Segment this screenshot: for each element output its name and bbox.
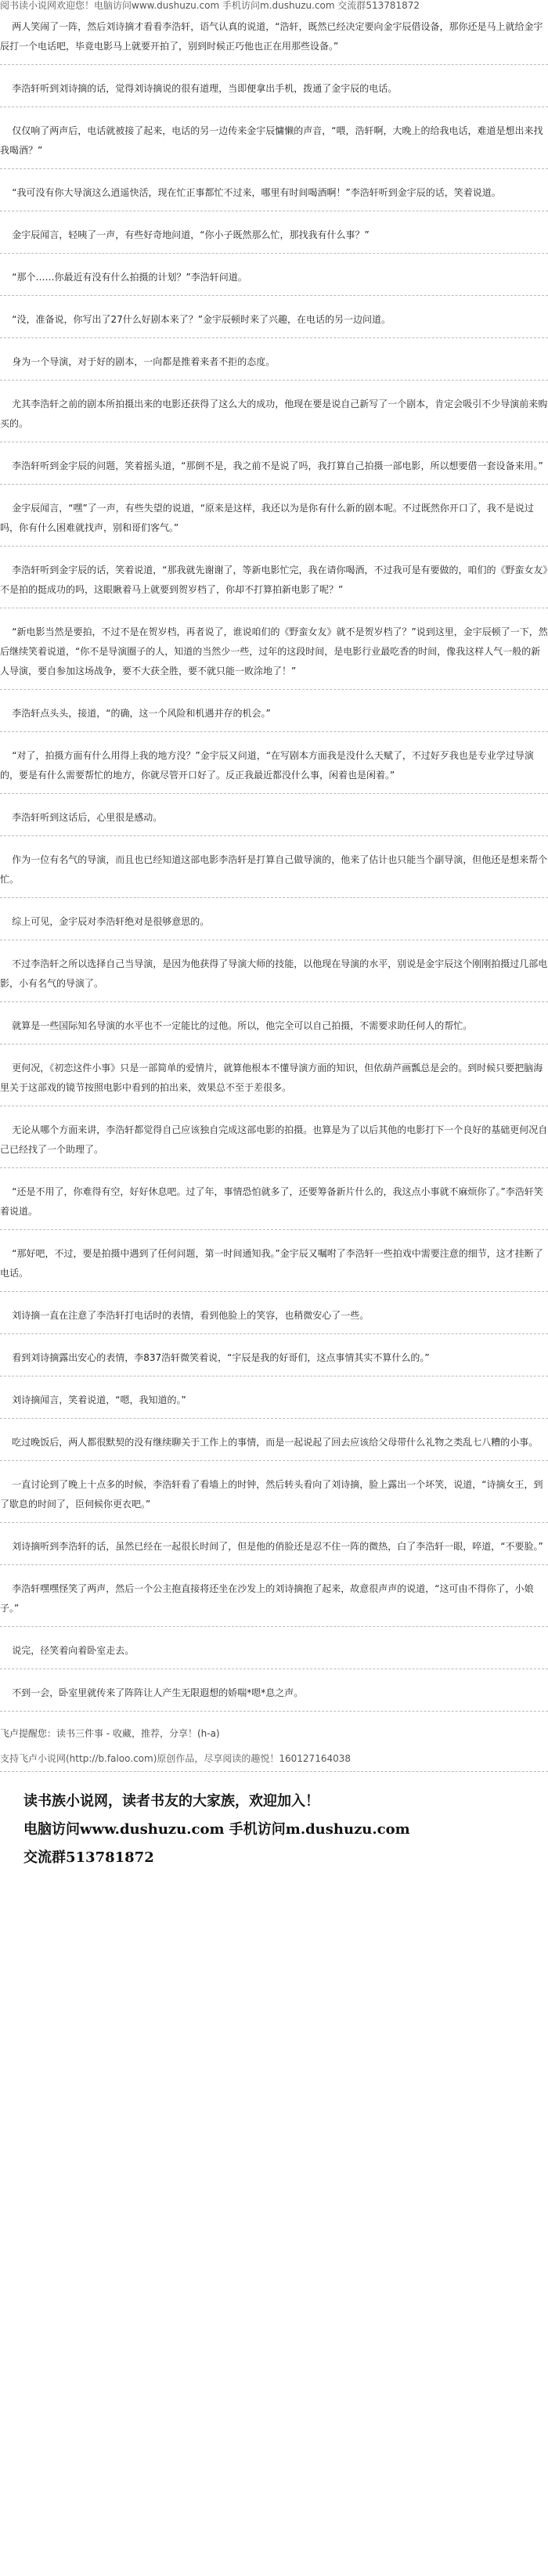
paragraph-text: “新电影当然是要拍，不过不是在贺岁档，再者说了，谁说咱们的《野蛮女友》就不是贺岁档了？”说到这里，金宇辰顿了一下，然后继续笑着说道，“你不是导演圈子的人，知道的当然少一些，过年的这段时间，是电影行业最吃香的时间，像我这样人气一般的新人导演，要自参加这场战争，要不大获全胜，要不就只能一败涂地了！” [0,626,548,676]
paragraph [0,268,548,296]
paragraph [0,310,548,338]
paragraph-text: 金宇辰闻言，轻咦了一声，有些好奇地问道，“你小子既然那么忙，那找我有什么事？” [0,229,370,240]
paragraph-text: 仅仅响了两声后，电话就被接了起来，电话的另一边传来金宇辰慵懒的声音，“喂，浩轩啊，大晚上的给我电话，难道是想出来找我喝酒？” [0,125,543,156]
paragraph-text: 综上可见，金宇辰对李浩轩绝对是很够意思的。 [0,916,210,927]
paragraph-text: 作为一位有名气的导演，而且也已经知道这部电影李浩轩是打算自己做导演的，他来了估计也只能当个副导演，但他还是想来帮个忙。 [0,854,548,885]
paragraph [0,1579,548,1627]
paragraph-text: “没，准备说，你写出了27什么好剧本来了？”金宇辰顿时来了兴趣，在电话的另一边问道。 [0,314,391,325]
paragraph-text: 一直讨论到了晚上十点多的时候，李浩轩看了看墙上的时钟，然后转头看向了刘诗摘，脸上露出一个坏笑，说道，“诗摘女王，到了歇息的时间了，臣伺候你更衣吧。” [0,1479,543,1510]
paragraph-text: “我可没有你大导演这么逍遥快活，现在忙正事都忙不过来，哪里有时间喝酒啊！”李浩轩听到金宇辰的话，笑着说道。 [0,187,501,198]
paragraph [0,183,548,211]
paragraph-text: 刘诗摘听到李浩轩的话，虽然已经在一起很长时间了，但是他的俏脸还是忍不住一阵的微热，白了李浩轩一眼，啐道，“不要脸。” [0,1541,543,1552]
paragraph [0,225,548,254]
paragraph-text: 两人笑闹了一阵，然后刘诗摘才看看李浩轩，语气认真的说道，“浩轩，既然已经决定要向金宇辰借设备，那你还是马上就给金宇辰打一个电话吧，毕竟电影马上就要开拍了，别到时候正巧他也正在用那些设备。” [0,21,543,52]
paragraph-text: 李浩轩听到刘诗摘的话，觉得刘诗摘说的很有道理，当即便拿出手机，拨通了金宇辰的电话。 [0,83,398,94]
paragraph [0,561,548,608]
paragraph-text: 更何况，《初恋这件小事》只是一部简单的爱情片，就算他根本不懂导演方面的知识，但依葫芦画瓢总是会的。到时候只要把脑海里关于这部戏的镜节按照电影中看到的拍出来，效果总不至于差很多。 [0,1063,543,1093]
chapter-content [0,17,548,1872]
paragraph-text: “还是不用了，你难得有空，好好休息吧。过了年，事情恐怕就多了，还要筹备新片什么的，我这点小事就不麻烦你了。”李浩轩笑着说道。 [0,1186,543,1217]
paragraph [0,850,548,898]
promo-line1: 读书族小说网，读者书友的大家族，欢迎加入！ [23,1793,319,1809]
paragraph [0,1120,548,1168]
paragraph [0,499,548,547]
paragraph [0,1348,548,1376]
paragraph-text: 刘诗摘闻言，笑着说道，“嗯，我知道的。” [0,1394,186,1405]
paragraph-text: 不到一会，卧室里就传来了阵阵让人产生无限遐想的娇喘*嗯*息之声。 [0,1687,304,1698]
paragraph [0,1475,548,1523]
paragraph [0,808,548,836]
paragraph-text: 李浩轩点头头，接道，“的确，这一个风险和机遇并存的机会。” [0,708,271,719]
paragraph-text: 无论从哪个方面来讲，李浩轩都觉得自己应该独自完成这部电影的拍摄。也算是为了以后其他的电影打下一个良好的基础更何况自己已经找了一个助理了。 [0,1124,548,1155]
paragraph-text: “那个……你最近有没有什么拍摄的计划？”李浩轩问道。 [0,272,247,283]
paragraph-text: “那好吧，不过，要是拍摄中遇到了任何问题，第一时间通知我。”金宇辰又嘱咐了李浩轩一些拍戏中需要注意的细节，这才挂断了电话。 [0,1248,543,1279]
paragraph-text: 李浩轩听到这话后，心里很是感动。 [0,812,163,823]
paragraph [0,1244,548,1292]
paragraph-text: 李浩轩嘿嘿怪笑了两声，然后一个公主抱直接将还坐在沙发上的刘诗摘抱了起来，故意很声声的说道，“这可由不得你了，小娘子。” [0,1583,534,1614]
paragraph-text: 金宇辰闻言，“嘿”了一声，有些失望的说道，“原来是这样，我还以为是你有什么新的剧本呢。不过既然你开口了，我不是说过吗，你有什么困难就找声，别和哥们客气。” [0,503,534,533]
paragraph [0,1537,548,1565]
paragraph-text: 说完，径笑着向着卧室走去。 [0,1645,135,1656]
paragraph [0,1641,548,1669]
paragraph-text: 刘诗摘一直在注意了李浩轩打电话时的表情，看到他脸上的笑容，也稍微安心了一些。 [0,1310,370,1321]
paragraph-text: 吃过晚饭后，两人都很默契的没有继续聊关于工作上的事情，而是一起说起了回去应该给父母带什么礼物之类乱七八糟的小事。 [0,1437,539,1448]
paragraph [0,1182,548,1230]
header-line: 阅书读小说网欢迎您！电脑访问www.dushuzu.com 手机访问m.dushuzu.com 交流群513781872 [0,0,420,11]
paragraph [0,352,548,381]
paragraph [0,17,548,65]
paragraph [0,395,548,442]
paragraph [0,746,548,794]
paragraph [0,1306,548,1334]
promo-line3: 交流群513781872 [23,1849,154,1866]
paragraph [0,954,548,1002]
paragraph-text: 李浩轩听到金宇辰的问题，笑着摇头道，“那倒不是，我之前不是说了吗，我打算自己拍摄一部电影，所以想要借一套设备来用。” [0,460,543,471]
paragraph [0,1391,548,1419]
paragraph-text: 看到刘诗摘露出安心的表情，李837浩轩微笑着说，“宇辰是我的好哥们，这点事情其实不算什么的。” [0,1352,430,1363]
paragraph-text: 不过李浩轩之所以选择自己当导演，是因为他获得了导演大师的技能，以他现在导演的水平，别说是金宇辰这个刚刚拍摄过几部电影，小有名气的导演了。 [0,958,548,989]
footer-credit: 飞卢提醒您：读书三件事 - 收藏，推荐，分享！(h-a) [0,1728,220,1739]
paragraph-text: 李浩轩听到金宇辰的话，笑着说道，“那我就先谢谢了，等新电影忙完，我在请你喝酒，不过我可是有要做的，咱们的《野蛮女友》不是拍的挺成功的吗，这眼瞅着马上就要到贺岁档了，你却不打算拍新电影了呢？” [0,565,548,595]
paragraph [0,1059,548,1106]
paragraph-text: “对了，拍摄方面有什么用得上我的地方没？”金宇辰又问道，“在写剧本方面我是没什么天赋了，不过好歹我也是专业学过导演的，要是有什么需要帮忙的地方，你就尽管开口好了。反正我最近都没什么事，闲着也是闲着。” [0,750,534,781]
paragraph [0,456,548,485]
paragraph [0,1683,548,1712]
paragraph [0,704,548,732]
paragraph [0,1016,548,1044]
footer-site-notice: 支持飞卢小说网(http://b.faloo.com)原创作品，尽享阅读的趣悦！160127164038 [0,1751,548,1772]
paragraph-text: 就算是一些国际知名导演的水平也不一定能比的过他。所以，他完全可以自己拍摄，不需要求助任何人的帮忙。 [0,1020,473,1031]
paragraph [0,79,548,107]
paragraph-text: 身为一个导演，对于好的剧本，一向都是推着来者不拒的态度。 [0,356,276,367]
promo-line2: 电脑访问www.dushuzu.com 手机访问m.dushuzu.com [23,1821,410,1838]
paragraph [0,121,548,169]
paragraph [0,1433,548,1461]
paragraph [0,622,548,690]
paragraph-text: 尤其李浩轩之前的剧本所拍摄出来的电影还获得了这么大的成功，他现在要是说自己新写了一个剧本，肯定会吸引不少导演前来购买的。 [0,399,548,429]
paragraph [0,912,548,940]
